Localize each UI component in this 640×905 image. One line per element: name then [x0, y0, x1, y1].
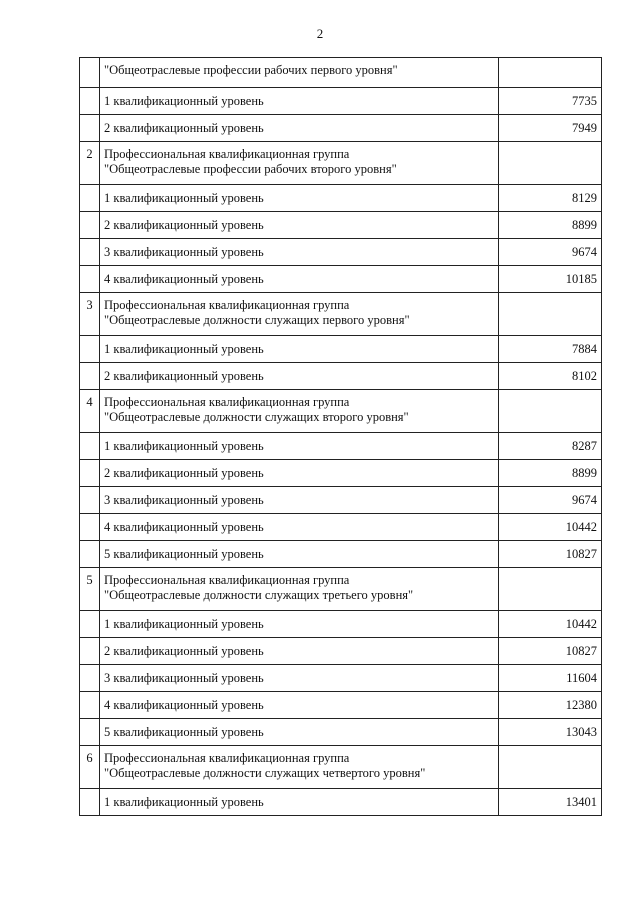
- level-row: [80, 514, 602, 541]
- level-row: [80, 433, 602, 460]
- level-salary: 10442: [499, 611, 602, 638]
- level-label: 4 квалификационный уровень: [100, 692, 499, 719]
- group-row: [80, 746, 602, 789]
- level-salary: 9674: [499, 487, 602, 514]
- group-title: Профессиональная квалификационная группа: [104, 573, 350, 587]
- level-number-cell: [80, 239, 100, 266]
- level-salary: 8129: [499, 185, 602, 212]
- level-row: [80, 115, 602, 142]
- group-label: [100, 390, 499, 433]
- table-body: [80, 58, 602, 816]
- level-salary: 7884: [499, 336, 602, 363]
- level-number-cell: [80, 88, 100, 115]
- level-label: 1 квалификационный уровень: [100, 88, 499, 115]
- group-name: "Общеотраслевые должности служащих третьего уровня": [104, 588, 414, 602]
- group-value: [499, 390, 602, 433]
- level-number-cell: [80, 266, 100, 293]
- group-name: "Общеотраслевые профессии рабочих второго уровня": [104, 162, 397, 176]
- level-salary: 10442: [499, 514, 602, 541]
- group-number: [80, 58, 100, 88]
- level-salary: 10827: [499, 541, 602, 568]
- level-label: 2 квалификационный уровень: [100, 638, 499, 665]
- level-salary: 8899: [499, 212, 602, 239]
- level-label: 2 квалификационный уровень: [100, 460, 499, 487]
- group-row: [80, 293, 602, 336]
- level-label: 1 квалификационный уровень: [100, 185, 499, 212]
- group-number: 2: [80, 142, 100, 185]
- level-label: 4 квалификационный уровень: [100, 514, 499, 541]
- level-label: 3 квалификационный уровень: [100, 487, 499, 514]
- group-name: "Общеотраслевые должности служащих первого уровня": [104, 313, 410, 327]
- group-row: [80, 390, 602, 433]
- group-number: 6: [80, 746, 100, 789]
- page-number: 2: [316, 26, 324, 41]
- group-title: Профессиональная квалификационная группа: [104, 147, 350, 161]
- level-number-cell: [80, 638, 100, 665]
- level-label: 2 квалификационный уровень: [100, 212, 499, 239]
- group-title: Профессиональная квалификационная группа: [104, 395, 350, 409]
- level-row: [80, 692, 602, 719]
- level-salary: 13401: [499, 789, 602, 816]
- level-row: [80, 665, 602, 692]
- level-label: 3 квалификационный уровень: [100, 665, 499, 692]
- level-label: 1 квалификационный уровень: [100, 611, 499, 638]
- group-label: [100, 142, 499, 185]
- level-row: [80, 336, 602, 363]
- level-number-cell: [80, 363, 100, 390]
- level-row: [80, 239, 602, 266]
- group-title: Профессиональная квалификационная группа: [104, 298, 350, 312]
- group-name: "Общеотраслевые должности служащих второго уровня": [104, 410, 409, 424]
- level-row: [80, 212, 602, 239]
- level-salary: 7949: [499, 115, 602, 142]
- level-row: [80, 88, 602, 115]
- level-label: 1 квалификационный уровень: [100, 789, 499, 816]
- level-number-cell: [80, 611, 100, 638]
- level-salary: 13043: [499, 719, 602, 746]
- group-number: 4: [80, 390, 100, 433]
- level-number-cell: [80, 541, 100, 568]
- level-number-cell: [80, 336, 100, 363]
- level-number-cell: [80, 719, 100, 746]
- level-label: 5 квалификационный уровень: [100, 719, 499, 746]
- level-salary: 12380: [499, 692, 602, 719]
- level-salary: 11604: [499, 665, 602, 692]
- level-salary: 10827: [499, 638, 602, 665]
- level-label: 5 квалификационный уровень: [100, 541, 499, 568]
- group-label: [100, 293, 499, 336]
- group-label: [100, 58, 499, 88]
- level-number-cell: [80, 692, 100, 719]
- level-label: 3 квалификационный уровень: [100, 239, 499, 266]
- level-number-cell: [80, 460, 100, 487]
- level-row: [80, 487, 602, 514]
- group-row: [80, 142, 602, 185]
- level-row: [80, 460, 602, 487]
- level-salary: 10185: [499, 266, 602, 293]
- group-row: [80, 568, 602, 611]
- group-label: [100, 746, 499, 789]
- group-value: [499, 142, 602, 185]
- group-value: [499, 746, 602, 789]
- level-label: 1 квалификационный уровень: [100, 433, 499, 460]
- level-label: 4 квалификационный уровень: [100, 266, 499, 293]
- level-row: [80, 185, 602, 212]
- group-name: "Общеотраслевые профессии рабочих первого уровня": [104, 63, 398, 77]
- group-number: 5: [80, 568, 100, 611]
- level-label: 2 квалификационный уровень: [100, 363, 499, 390]
- level-row: [80, 789, 602, 816]
- level-row: [80, 719, 602, 746]
- level-row: [80, 541, 602, 568]
- level-number-cell: [80, 185, 100, 212]
- level-salary: 8899: [499, 460, 602, 487]
- group-number: 3: [80, 293, 100, 336]
- level-salary: 9674: [499, 239, 602, 266]
- level-number-cell: [80, 665, 100, 692]
- level-salary: 7735: [499, 88, 602, 115]
- level-number-cell: [80, 115, 100, 142]
- level-row: [80, 611, 602, 638]
- group-row: [80, 58, 602, 88]
- level-number-cell: [80, 433, 100, 460]
- level-number-cell: [80, 789, 100, 816]
- level-row: [80, 638, 602, 665]
- group-value: [499, 293, 602, 336]
- level-number-cell: [80, 487, 100, 514]
- level-label: 2 квалификационный уровень: [100, 115, 499, 142]
- salary-table: [79, 57, 602, 816]
- group-title: Профессиональная квалификационная группа: [104, 751, 350, 765]
- level-label: 1 квалификационный уровень: [100, 336, 499, 363]
- level-salary: 8287: [499, 433, 602, 460]
- level-row: [80, 266, 602, 293]
- group-label: [100, 568, 499, 611]
- group-value: [499, 58, 602, 88]
- level-row: [80, 363, 602, 390]
- level-number-cell: [80, 514, 100, 541]
- level-salary: 8102: [499, 363, 602, 390]
- group-name: "Общеотраслевые должности служащих четвертого уровня": [104, 766, 426, 780]
- level-number-cell: [80, 212, 100, 239]
- group-value: [499, 568, 602, 611]
